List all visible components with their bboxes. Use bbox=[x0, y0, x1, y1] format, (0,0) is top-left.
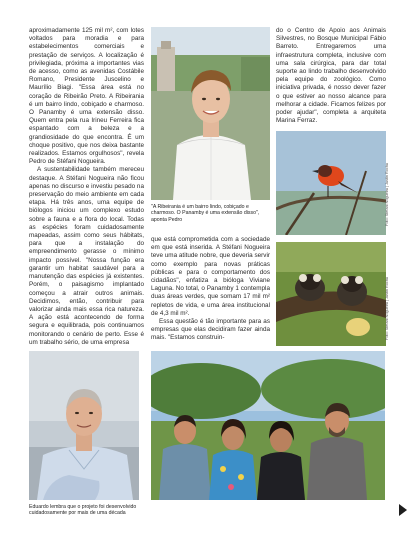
next-page-arrow-icon[interactable] bbox=[399, 504, 407, 516]
monkeys-image bbox=[276, 242, 386, 346]
article-paragraph: A sustentabilidade também mereceu destaque. A Stéfani Nogueira não ficou apenas no discurso e investiu pesado na preservação do meio ambiente em cada etapa. Há três anos, uma equipe de biólogos iniciou um complexo estudo sobre a fauna e a flora do local. Todas as espécies foram cuidadosamente mapeadas, assim como seus hábitats, para que a instalação do empreendimento gerasse o mínimo impacto possível. "Nossa função era garantir um habitat saudável para a manutenção das espécies já existentes. Porém, o paisagismo implantado começou a atrair outros animais. Decidimos, então, contribuir para valorizar ainda mais essa rica natureza. A ação está acontecendo de forma segura e equilibrada, pois continuamos monitorando o cenário de perto. Esse é um trabalho sério, de uma empresa bbox=[29, 166, 144, 346]
article-paragraph: Essa questão é tão importante para as empresas que elas decidiram fazer ainda mais. "Estamos construin- bbox=[151, 318, 270, 342]
article-column-1 bbox=[29, 27, 144, 347]
article-paragraph: aproximadamente 125 mil m², com lotes voltados para moradia e para estabelecimentos comerciais e prestação de serviços. A localização é privilegiada, próxima a importantes vias de acesso, como as avenidas Costábile Romano, Presidente Juscelino e Maurílio Biagi. "Essa área está no coração de Ribeirão Preto. A Ribeirania é um bairro lindo, cobiçado e charmoso. O Panamby é uma extensão disso. Quem entra pela rua Irineu Ferreira fica espantado com a beleza e a grandiosidade do que encontra. É um choque positivo, que nos deixa bastante realizados. Estamos orgulhosos", revela Pedro de Stéfani Nogueira. bbox=[29, 27, 144, 166]
photo-pedro-portrait bbox=[151, 27, 270, 200]
caption-pedro: "A Ribeirania é um bairro lindo, cobiçado e charmoso. O Panamby é uma extensão disso", aponta Pedro bbox=[151, 204, 260, 223]
article-paragraph: que está comprometida com a sociedade em que está inserida. A Stéfani Nogueira teve uma atitude nobre, que deveria servir como exemplo para novas práticas públicas e para o comportamento dos cidadãos", enfatiza a bióloga Viviane Laguna. No total, o Panamby 1 contempla duas áreas verdes, que somam 17 mil m² repletos de vida, e uma área institucional de 4,3 mil m². bbox=[151, 236, 270, 317]
caption-eduardo: Eduardo lembra que o projeto foi desenvolvido cuidadosamente por mais de uma década bbox=[29, 504, 137, 517]
bird-image bbox=[276, 131, 386, 235]
article-paragraph: do o Centro de Apoio aos Animais Silvestres, no Bosque Municipal Fábio Barreto. Entregaremos uma infraestrutura completa, inclusive com uma sala cirúrgica, para dar total suporte ao lindo trabalho desenvolvido pela equipe do zoológico. Como iniciativa privada, é nosso dever fazer o que estiver ao nosso alcance para melhorar a cidade. Ficamos felizes por poder ajudar", completa a arquiteta Marina Ferraz. bbox=[276, 27, 386, 125]
biologists-image bbox=[151, 351, 385, 500]
eduardo-image bbox=[29, 351, 139, 500]
photo-bird bbox=[276, 131, 386, 235]
photo-monkeys bbox=[276, 242, 386, 346]
photo-eduardo bbox=[29, 351, 139, 500]
article-column-3 bbox=[276, 27, 386, 125]
photo-biologists bbox=[151, 351, 385, 500]
article-column-2 bbox=[151, 236, 270, 343]
photo-credit-bird: Foto: Stefani Nogueira | Justin Rocha bbox=[385, 162, 389, 226]
pedro-portrait-image bbox=[151, 27, 270, 200]
photo-credit-monkeys: Foto: Stefani Nogueira | Justin Rocha bbox=[385, 276, 389, 340]
